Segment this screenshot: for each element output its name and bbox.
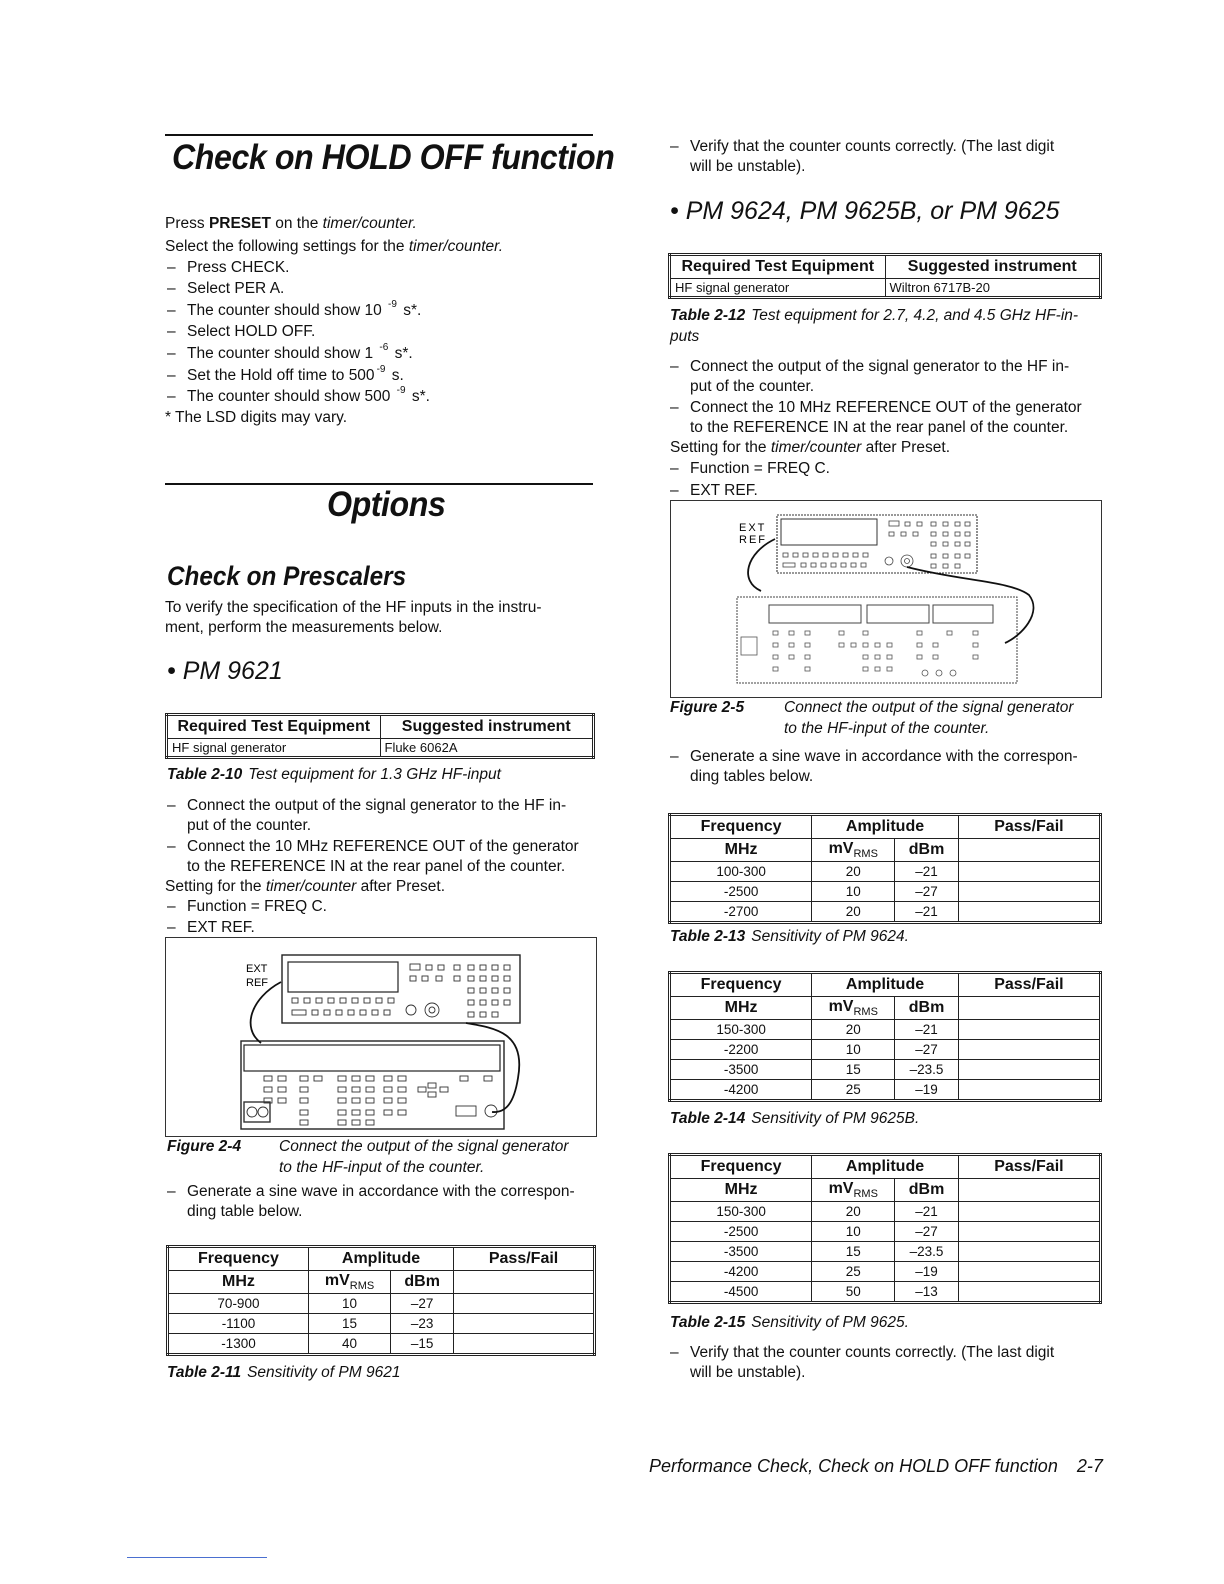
cell-frequency: -1100 xyxy=(168,1314,309,1334)
table-2-12-caption: Table 2-12 Test equipment for 2.7, 4.2, and 4.5 GHz HF-in- puts xyxy=(670,307,1079,345)
cell-dbm: –27 xyxy=(895,1040,958,1060)
generator-buttons xyxy=(292,964,510,1017)
decorative-line xyxy=(127,1557,267,1558)
unit-mvrms: $mV_{RMS}$ xyxy=(812,1179,895,1202)
sensitivity-table xyxy=(668,1153,1102,1304)
table-row xyxy=(168,1334,595,1355)
table-row xyxy=(670,1040,1101,1060)
table-row xyxy=(670,1080,1101,1101)
col-frequency: Frequency xyxy=(168,1247,309,1271)
hold-off-step: – Select PER A. xyxy=(167,280,285,297)
connect-step-1: – Connect the output of the signal generator to the HF in- put of the counter. xyxy=(167,797,567,834)
sensitivity-table-caption: Table 2-13 Sensitivity of PM 9624. xyxy=(670,928,909,945)
table-row xyxy=(670,1262,1101,1282)
ext-label: EXT xyxy=(739,522,767,534)
col-pass-fail: Pass/Fail xyxy=(454,1247,595,1271)
eq-header-required: Required Test Equipment xyxy=(670,255,886,279)
unit-dbm: dBm xyxy=(895,1179,958,1202)
select-settings-line: Select the following settings for the timer/counter. xyxy=(165,238,504,255)
lsd-note: * The LSD digits may vary. xyxy=(165,409,348,426)
hf-cable xyxy=(466,1023,519,1112)
unit-mvrms: $mV_{RMS}$ xyxy=(812,839,895,862)
page-number: 2-7 xyxy=(1076,1456,1103,1476)
prescalers-intro-line1: To verify the specification of the HF inputs in the instru- xyxy=(165,599,542,616)
generator-display xyxy=(781,519,877,545)
ext-ref-step: – EXT REF. xyxy=(670,482,758,499)
ext-label: EXT xyxy=(246,963,268,975)
unit-mhz: MHz xyxy=(670,1179,812,1202)
cell-dbm: –15 xyxy=(391,1334,454,1355)
cell-dbm: –27 xyxy=(895,1222,958,1242)
cell-pass-fail xyxy=(958,862,1100,882)
cell-dbm: –21 xyxy=(895,862,958,882)
table-row xyxy=(670,1282,1101,1303)
page-footer xyxy=(649,1456,1103,1477)
verify-count-bottom: – Verify that the counter counts correctly. (The last digit will be unstable). xyxy=(670,1344,1055,1381)
cell-frequency: -4500 xyxy=(670,1282,812,1303)
cell-pass-fail xyxy=(958,1060,1100,1080)
generator-display xyxy=(288,962,398,992)
generate-sine-step: – Generate a sine wave in accordance with the correspon- ding table below. xyxy=(167,1183,575,1220)
cell-dbm: –21 xyxy=(895,1202,958,1222)
connect-step-2: – Connect the 10 MHz REFERENCE OUT of the generator to the REFERENCE IN at the rear panel of the counter. xyxy=(167,838,579,875)
figure-2-5-caption: Figure 2-5 Connect the output of the signal generator to the HF-input of the counter. xyxy=(670,699,1074,737)
eq-cell-generator: HF signal generator xyxy=(670,279,886,298)
counter-display-1 xyxy=(769,605,861,623)
cell-pass-fail xyxy=(958,1080,1100,1101)
cell-dbm: –27 xyxy=(391,1294,454,1314)
cell-dbm: –13 xyxy=(895,1282,958,1303)
setting-after-preset: Setting for the timer/counter after Preset. xyxy=(670,439,950,456)
pass-fail-blank xyxy=(958,997,1100,1020)
unit-dbm: dBm xyxy=(895,997,958,1020)
equipment-table-2-10 xyxy=(165,713,595,759)
counter-display-3 xyxy=(933,605,993,623)
col-pass-fail: Pass/Fail xyxy=(958,973,1100,997)
table-2-11-caption: Table 2-11 Sensitivity of PM 9621 xyxy=(167,1364,401,1381)
generate-sine-step: – Generate a sine wave in accordance with the correspon- ding tables below. xyxy=(670,748,1078,785)
ref-label: REF xyxy=(246,977,268,989)
cell-pass-fail xyxy=(958,1242,1100,1262)
table-row xyxy=(168,1294,595,1314)
eq-cell-instrument: Fluke 6062A xyxy=(380,739,594,758)
cell-dbm: –21 xyxy=(895,902,958,923)
sensitivity-table-caption: Table 2-14 Sensitivity of PM 9625B. xyxy=(670,1110,920,1127)
title-rule xyxy=(165,134,593,136)
cell-frequency: 150-300 xyxy=(670,1020,812,1040)
cell-pass-fail xyxy=(958,1202,1100,1222)
cell-mvrms: 10 xyxy=(812,1222,895,1242)
cell-dbm: –21 xyxy=(895,1020,958,1040)
pass-fail-blank xyxy=(454,1271,595,1294)
table-row xyxy=(670,862,1101,882)
cell-frequency: -4200 xyxy=(670,1262,812,1282)
cell-pass-fail xyxy=(958,882,1100,902)
cell-mvrms: 20 xyxy=(812,1202,895,1222)
cell-mvrms: 20 xyxy=(812,1020,895,1040)
sensitivity-table-2-11 xyxy=(166,1245,596,1356)
table-2-10-caption: Table 2-10 Test equipment for 1.3 GHz HF-input xyxy=(167,766,501,783)
hold-off-step: – Select HOLD OFF. xyxy=(167,323,316,340)
counter-generator-illustration xyxy=(671,501,1101,697)
figure-2-4 xyxy=(165,937,597,1137)
cell-dbm: –23 xyxy=(391,1314,454,1334)
model-heading-pm9621: • PM 9621 xyxy=(167,657,283,685)
footer-title: Performance Check, Check on HOLD OFF function xyxy=(649,1456,1058,1476)
equipment-table-2-12 xyxy=(668,253,1102,299)
cell-mvrms: 40 xyxy=(308,1334,390,1355)
cell-mvrms: 25 xyxy=(812,1080,895,1101)
eq-header-suggested: Suggested instrument xyxy=(885,255,1101,279)
unit-mvrms: $mV_{RMS}$ xyxy=(812,997,895,1020)
col-amplitude: Amplitude xyxy=(812,815,959,839)
cell-frequency: -3500 xyxy=(670,1242,812,1262)
hold-off-step: – The counter should show 10 $^{-9}$ s*. xyxy=(167,299,422,319)
col-frequency: Frequency xyxy=(670,973,812,997)
table-row xyxy=(168,1314,595,1334)
hold-off-step: – Press CHECK. xyxy=(167,259,290,276)
eq-header-required: Required Test Equipment xyxy=(167,715,381,739)
counter-display xyxy=(244,1045,500,1071)
cell-frequency: -1300 xyxy=(168,1334,309,1355)
unit-mhz: MHz xyxy=(670,997,812,1020)
cell-frequency: 100-300 xyxy=(670,862,812,882)
table-row xyxy=(670,1222,1101,1242)
col-pass-fail: Pass/Fail xyxy=(958,1155,1100,1179)
cell-pass-fail xyxy=(958,1222,1100,1242)
col-amplitude: Amplitude xyxy=(812,973,959,997)
cell-pass-fail xyxy=(958,1282,1100,1303)
hold-off-step: – The counter should show 1 $^{-6}$ s*. xyxy=(167,342,413,362)
cell-frequency: -4200 xyxy=(670,1080,812,1101)
hold-off-step: – The counter should show 500 $^{-9}$ s*. xyxy=(167,385,430,405)
cell-frequency: -2200 xyxy=(670,1040,812,1060)
ref-label: REF xyxy=(739,534,767,546)
cell-pass-fail xyxy=(454,1334,595,1355)
unit-mhz: MHz xyxy=(670,839,812,862)
cell-pass-fail xyxy=(454,1294,595,1314)
function-freq-c: – Function = FREQ C. xyxy=(167,898,327,915)
cell-mvrms: 20 xyxy=(812,902,895,923)
counter-body xyxy=(737,597,1017,683)
cell-frequency: 70-900 xyxy=(168,1294,309,1314)
figure-2-4-caption: Figure 2-4 Connect the output of the signal generator to the HF-input of the counter. xyxy=(167,1138,569,1176)
counter-buttons xyxy=(741,631,978,676)
col-frequency: Frequency xyxy=(670,815,812,839)
cell-pass-fail xyxy=(454,1314,595,1334)
sensitivity-table-caption: Table 2-15 Sensitivity of PM 9625. xyxy=(670,1314,909,1331)
unit-mvrms: $mV_{RMS}$ xyxy=(308,1271,390,1294)
prescalers-intro-line2: ment, perform the measurements below. xyxy=(165,619,443,636)
cell-mvrms: 50 xyxy=(812,1282,895,1303)
counter-display-2 xyxy=(867,605,929,623)
eq-header-suggested: Suggested instrument xyxy=(380,715,594,739)
unit-dbm: dBm xyxy=(895,839,958,862)
col-amplitude: Amplitude xyxy=(812,1155,959,1179)
counter-generator-illustration xyxy=(166,938,596,1136)
cell-dbm: –23.5 xyxy=(895,1060,958,1080)
cell-frequency: -2700 xyxy=(670,902,812,923)
col-amplitude: Amplitude xyxy=(308,1247,453,1271)
model-heading-pm9624-9625: • PM 9624, PM 9625B, or PM 9625 xyxy=(670,197,1060,225)
cell-mvrms: 15 xyxy=(812,1242,895,1262)
verify-count-top: – Verify that the counter counts correctly. (The last digit will be unstable). xyxy=(670,138,1055,175)
cell-mvrms: 15 xyxy=(308,1314,390,1334)
pass-fail-blank xyxy=(958,1179,1100,1202)
function-freq-c: – Function = FREQ C. xyxy=(670,460,830,477)
ref-cable xyxy=(251,982,281,1043)
sensitivity-table xyxy=(668,813,1102,924)
cell-mvrms: 10 xyxy=(812,882,895,902)
table-row xyxy=(670,882,1101,902)
eq-cell-instrument: Wiltron 6717B-20 xyxy=(885,279,1101,298)
cell-mvrms: 25 xyxy=(812,1262,895,1282)
eq-cell-generator: HF signal generator xyxy=(167,739,381,758)
cell-mvrms: 10 xyxy=(812,1040,895,1060)
setting-after-preset: Setting for the timer/counter after Preset. xyxy=(165,878,445,895)
cell-pass-fail xyxy=(958,1020,1100,1040)
table-row xyxy=(670,1020,1101,1040)
cell-frequency: 150-300 xyxy=(670,1202,812,1222)
table-row xyxy=(670,1242,1101,1262)
cell-mvrms: 15 xyxy=(812,1060,895,1080)
unit-mhz: MHz xyxy=(168,1271,309,1294)
connect-step-2: – Connect the 10 MHz REFERENCE OUT of the generator to the REFERENCE IN at the rear panel of the counter. xyxy=(670,399,1082,436)
unit-dbm: dBm xyxy=(391,1271,454,1294)
ref-cable xyxy=(748,539,775,591)
hold-off-title: Check on HOLD OFF function xyxy=(172,138,615,177)
options-title: Options xyxy=(327,485,446,524)
cell-frequency: -2500 xyxy=(670,1222,812,1242)
cell-pass-fail xyxy=(958,1262,1100,1282)
table-row xyxy=(670,1202,1101,1222)
cell-frequency: -3500 xyxy=(670,1060,812,1080)
col-pass-fail: Pass/Fail xyxy=(958,815,1100,839)
cell-dbm: –19 xyxy=(895,1262,958,1282)
cell-mvrms: 10 xyxy=(308,1294,390,1314)
prescalers-title: Check on Prescalers xyxy=(167,561,407,591)
table-row xyxy=(670,902,1101,923)
cell-frequency: -2500 xyxy=(670,882,812,902)
sensitivity-table xyxy=(668,971,1102,1102)
cell-pass-fail xyxy=(958,1040,1100,1060)
pass-fail-blank xyxy=(958,839,1100,862)
connect-step-1: – Connect the output of the signal generator to the HF in- put of the counter. xyxy=(670,358,1070,395)
cell-mvrms: 20 xyxy=(812,862,895,882)
table-row xyxy=(670,1060,1101,1080)
cell-dbm: –23.5 xyxy=(895,1242,958,1262)
cell-dbm: –27 xyxy=(895,882,958,902)
cell-pass-fail xyxy=(958,902,1100,923)
counter-buttons xyxy=(244,1076,497,1125)
hold-off-step: – Set the Hold off time to 500 $^{-9}$ s. xyxy=(167,364,404,384)
figure-2-5 xyxy=(670,500,1102,698)
ext-ref-step: – EXT REF. xyxy=(167,919,255,936)
press-preset-line: Press PRESET on the timer/counter. xyxy=(165,215,417,232)
cell-dbm: –19 xyxy=(895,1080,958,1101)
col-frequency: Frequency xyxy=(670,1155,812,1179)
